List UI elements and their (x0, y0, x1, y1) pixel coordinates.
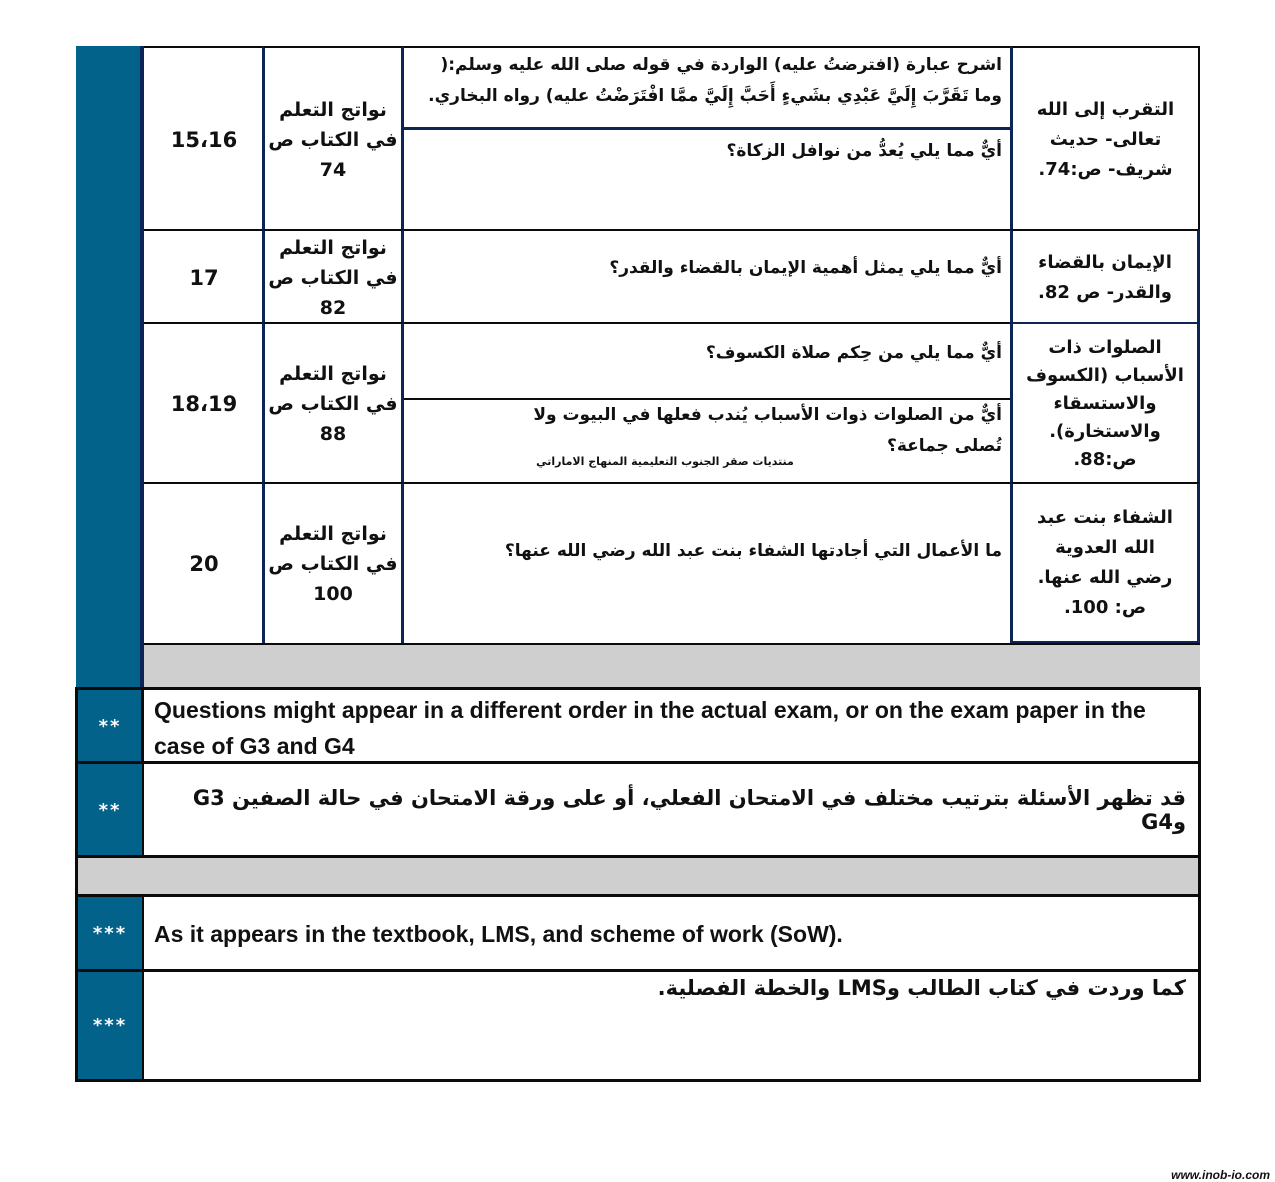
topic-line: الله العدوية (1055, 536, 1155, 558)
topic-line: تعالى- حديث (1049, 128, 1162, 150)
question-text: أيٌّ مما يلي يمثل أهمية الإيمان بالقضاء والقدر؟ (404, 229, 1012, 324)
question-text: ما الأعمال التي أجادتها الشفاء بنت عبد الله رضي الله عنها؟ (404, 482, 1012, 644)
topic-line: والقدر- ص 82. (1038, 281, 1172, 303)
learning-outcome-line: في الكتاب ص (268, 266, 398, 289)
topic-line: الشفاء بنت عبد (1037, 506, 1173, 528)
separator-row (78, 858, 1198, 895)
note-text-ar: قد تظهر الأسئلة بترتيب مختلف في الامتحان الفعلي، أو على ورقة الامتحان في حالة الصفين G3 وG4 (192, 786, 1186, 834)
question-numbers: 18،19 (144, 322, 264, 484)
learning-outcome-page: 88 (319, 423, 347, 445)
learning-outcome-page: 100 (313, 583, 353, 605)
note-text (144, 764, 1198, 856)
question-numbers: 20 (144, 482, 264, 644)
question-text: أيٌّ من الصلوات ذوات الأسباب يُندب فعلها في البيوت ولا تُصلى جماعة؟ (404, 398, 1012, 484)
learning-outcome-line: في الكتاب ص (268, 553, 398, 575)
topic-line: ص: 100. (1063, 596, 1147, 618)
topic-cell (1010, 482, 1200, 644)
note-text (144, 897, 1198, 970)
question-text: أيٌّ مما يلي يُعدُّ من نوافل الزكاة؟ (404, 127, 1012, 231)
note-text: كما وردت في كتاب الطالب وLMS والخطة الفصلية. (657, 976, 1186, 1000)
topic-cell (1010, 322, 1200, 484)
question-numbers: 15،16 (144, 46, 264, 231)
learning-outcome-cell (262, 322, 404, 484)
learning-outcome-line: في الكتاب ص (268, 393, 398, 415)
note-text: Questions might appear in a different order in the actual exam, or on the exam paper in the case of G3 and G4 (154, 697, 1146, 759)
question-text: اشرح عبارة (افترضتُ عليه) الواردة في قوله صلى الله عليه وسلم:( وما تَقَرَّبَ إِلَيَّ عَبْدِي بشَيءٍ أَحَبَّ إِلَيَّ ممَّا افْتَرَضْتُ عليه) رواه البخاري. (404, 46, 1012, 130)
question-text: أيٌّ مما يلي من حِكم صلاة الكسوف؟ (404, 322, 1012, 400)
topic-line: الصلوات ذات (1048, 337, 1162, 358)
topic-line: رضي الله عنها. (1037, 566, 1173, 588)
learning-outcome-page: 74 (319, 158, 347, 181)
note-marker: *** (78, 897, 142, 970)
learning-outcome-line: في الكتاب ص (268, 128, 398, 151)
learning-outcome-cell (262, 46, 404, 231)
topic-line: والاستخارة). (1049, 421, 1161, 442)
left-band (76, 46, 142, 688)
topic-line: شريف- ص:74. (1038, 158, 1173, 180)
topic-line: التقرب إلى الله (1036, 98, 1175, 120)
learning-outcome-line: نواتج التعلم (279, 236, 387, 259)
question-numbers: 17 (144, 229, 264, 324)
topic-cell (1010, 46, 1200, 231)
learning-outcome-page: 82 (319, 296, 347, 319)
watermark-text: منتديات صقر الجنوب التعليمية المنهاج الاماراتي (536, 455, 794, 468)
topic-line: والاستسقاء (1053, 393, 1157, 414)
note-marker: ** (78, 690, 142, 762)
learning-outcome-cell (262, 229, 404, 324)
learning-outcome-line: نواتج التعلم (279, 98, 387, 121)
note-marker: *** (78, 972, 142, 1079)
learning-outcome-cell (262, 482, 404, 644)
topic-line: ص:88. (1073, 449, 1137, 470)
note-text-en: As it appears in the textbook, LMS, and scheme of work (SoW). (154, 920, 843, 947)
learning-outcome-line: نواتج التعلم (279, 523, 387, 545)
footer-url[interactable]: www.inob-io.com (1171, 1168, 1270, 1182)
topic-cell (1010, 229, 1200, 324)
learning-outcome-line: نواتج التعلم (279, 363, 387, 385)
topic-line: الإيمان بالقضاء (1038, 251, 1172, 273)
note-marker: ** (78, 764, 142, 856)
topic-line: الأسباب (الكسوف (1026, 365, 1184, 386)
separator-row (144, 643, 1200, 689)
